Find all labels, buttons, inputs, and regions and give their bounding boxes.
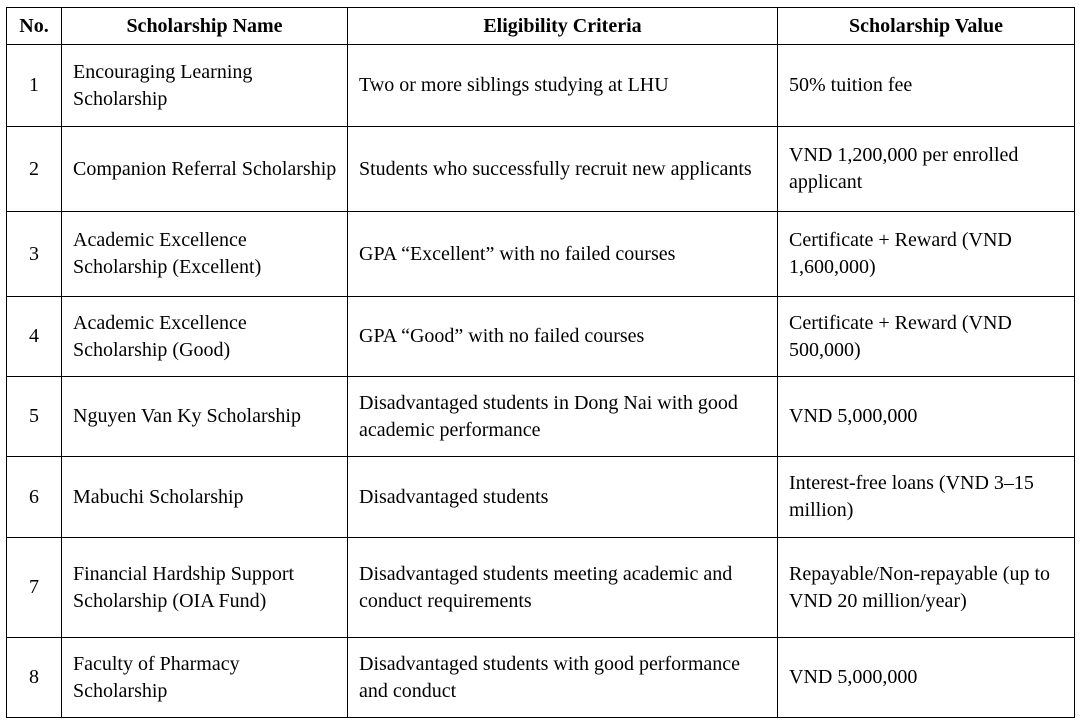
table-row bbox=[7, 45, 1075, 127]
cell-scholarship-value: Certificate + Reward (VND 1,600,000) bbox=[778, 212, 1075, 297]
table-row bbox=[7, 538, 1075, 638]
cell-eligibility-criteria: Students who successfully recruit new applicants bbox=[348, 127, 778, 212]
cell-scholarship-name: Faculty of Pharmacy Scholarship bbox=[62, 638, 348, 718]
column-header-no: No. bbox=[7, 8, 62, 45]
table-row bbox=[7, 212, 1075, 297]
cell-scholarship-name: Financial Hardship Support Scholarship (OIA Fund) bbox=[62, 538, 348, 638]
table-row bbox=[7, 638, 1075, 718]
cell-eligibility-criteria: Disadvantaged students with good performance and conduct bbox=[348, 638, 778, 718]
cell-scholarship-value: VND 5,000,000 bbox=[778, 638, 1075, 718]
cell-scholarship-name: Nguyen Van Ky Scholarship bbox=[62, 377, 348, 457]
cell-no: 8 bbox=[7, 638, 62, 718]
cell-no: 4 bbox=[7, 297, 62, 377]
cell-no: 7 bbox=[7, 538, 62, 638]
scholarship-table bbox=[6, 7, 1075, 718]
column-header-criteria: Eligibility Criteria bbox=[348, 8, 778, 45]
cell-no: 5 bbox=[7, 377, 62, 457]
cell-no: 2 bbox=[7, 127, 62, 212]
cell-scholarship-name: Companion Referral Scholarship bbox=[62, 127, 348, 212]
cell-scholarship-value: VND 5,000,000 bbox=[778, 377, 1075, 457]
cell-no: 1 bbox=[7, 45, 62, 127]
cell-no: 6 bbox=[7, 457, 62, 538]
cell-scholarship-value: Repayable/Non-repayable (up to VND 20 million/year) bbox=[778, 538, 1075, 638]
cell-eligibility-criteria: GPA “Excellent” with no failed courses bbox=[348, 212, 778, 297]
table-header-row bbox=[7, 8, 1075, 45]
cell-scholarship-value: 50% tuition fee bbox=[778, 45, 1075, 127]
column-header-value: Scholarship Value bbox=[778, 8, 1075, 45]
cell-scholarship-value: Certificate + Reward (VND 500,000) bbox=[778, 297, 1075, 377]
cell-scholarship-name: Mabuchi Scholarship bbox=[62, 457, 348, 538]
table-row bbox=[7, 297, 1075, 377]
cell-scholarship-value: VND 1,200,000 per enrolled applicant bbox=[778, 127, 1075, 212]
column-header-name: Scholarship Name bbox=[62, 8, 348, 45]
cell-scholarship-name: Academic Excellence Scholarship (Good) bbox=[62, 297, 348, 377]
cell-scholarship-name: Encouraging Learning Scholarship bbox=[62, 45, 348, 127]
cell-scholarship-value: Interest-free loans (VND 3–15 million) bbox=[778, 457, 1075, 538]
cell-scholarship-name: Academic Excellence Scholarship (Excellent) bbox=[62, 212, 348, 297]
cell-eligibility-criteria: GPA “Good” with no failed courses bbox=[348, 297, 778, 377]
cell-eligibility-criteria: Disadvantaged students in Dong Nai with good academic performance bbox=[348, 377, 778, 457]
table-row bbox=[7, 127, 1075, 212]
cell-eligibility-criteria: Two or more siblings studying at LHU bbox=[348, 45, 778, 127]
cell-eligibility-criteria: Disadvantaged students meeting academic and conduct requirements bbox=[348, 538, 778, 638]
table-row bbox=[7, 377, 1075, 457]
cell-no: 3 bbox=[7, 212, 62, 297]
table-row bbox=[7, 457, 1075, 538]
cell-eligibility-criteria: Disadvantaged students bbox=[348, 457, 778, 538]
